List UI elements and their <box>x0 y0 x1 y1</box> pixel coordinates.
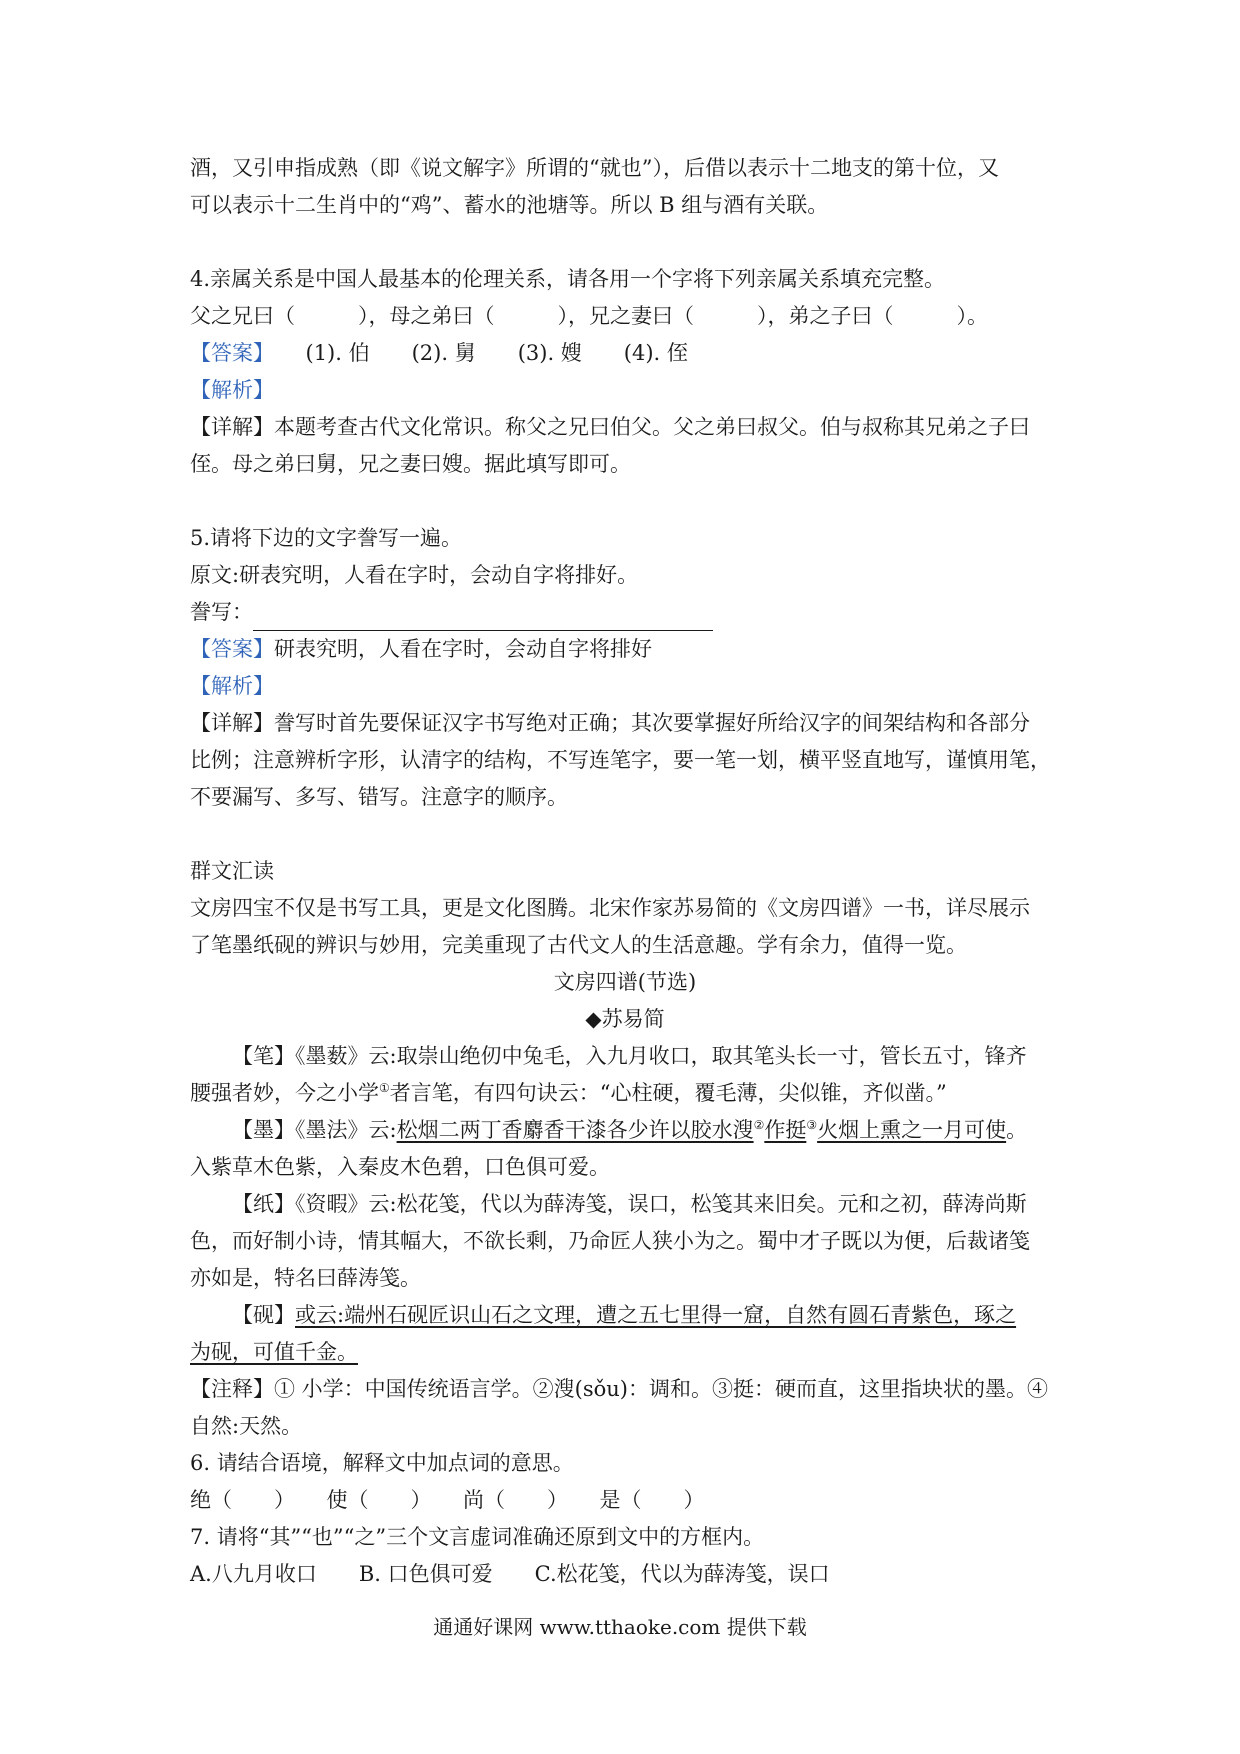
passage-inkstone <box>190 1297 1060 1334</box>
passage-author: ◆苏易简 <box>585 1007 665 1031</box>
reading-intro: 了笔墨纸砚的辨识与妙用，完美重现了古代文人的生活意趣。学有余力，值得一览。 <box>190 933 967 957</box>
passage-paper: 色，而好制小诗，情其幅大，不欲长剩，乃命匠人狭小为之。蜀中才子既以为便，后裁诸笺 <box>190 1229 1030 1253</box>
underlined-text: 火烟上熏之一月可使 <box>817 1118 1007 1142</box>
passage-paper: 亦如是，特名曰薛涛笺。 <box>190 1266 421 1290</box>
passage-ink: 入紫草木色紫，入秦皮木色碧，口色俱可爱。 <box>190 1155 610 1179</box>
passage-brush <box>190 1075 1060 1112</box>
question-4-title: 4.亲属关系是中国人最基本的伦理关系，请各用一个字将下列亲属关系填充完整。 <box>190 267 946 291</box>
detail-line: 比例；注意辨析字形，认清字的结构，不写连笔字，要一笔一划，横平竖直地写，谨慎用笔， <box>190 748 1051 772</box>
copy-label: 誊写： <box>190 600 253 624</box>
text-run: 腰强者妙，今之小学 <box>190 1081 379 1105</box>
spacer <box>190 224 1060 261</box>
question-4-prompt: 父之兄曰（ ），母之弟曰（ ），兄之妻曰（ ），弟之子曰（ ）。 <box>190 304 988 328</box>
text-run: 【墨】《墨法》云: <box>232 1118 397 1142</box>
underlined-text: 为砚，可值千金。 <box>190 1340 358 1364</box>
question-7-options: A.八九月收口 B. 口色俱可爱 C.松花笺，代以为薛涛笺，误口 <box>190 1562 830 1586</box>
passage-title: 文房四谱(节选) <box>553 970 697 994</box>
question-5-title: 5.请将下边的文字誊写一遍。 <box>190 526 463 550</box>
question-6-title: 6. 请结合语境，解释文中加点词的意思。 <box>190 1451 574 1475</box>
detail-line: 不要漏写、多写、错写。注意字的顺序。 <box>190 785 568 809</box>
underlined-text: 作挺 <box>764 1118 807 1142</box>
detail-line: 【详解】誊写时首先要保证汉字书写绝对正确；其次要掌握好所给汉字的间架结构和各部分 <box>190 711 1030 735</box>
reading-intro: 文房四宝不仅是书写工具，更是文化图腾。北宋作家苏易简的《文房四谱》一书，详尽展示 <box>190 896 1030 920</box>
detail-line: 【详解】本题考查古代文化常识。称父之兄曰伯父。父之弟曰叔父。伯与叔称其兄弟之子曰 <box>190 415 1030 439</box>
passage-paper: 【纸】《资暇》云:松花笺，代以为薛涛笺，误口，松笺其来旧矣。元和之初，薛涛尚斯 <box>232 1192 1027 1216</box>
notes-line: 自然:天然。 <box>190 1414 303 1438</box>
question-7-title: 7. 请将“其”“也”“之”三个文言虚词准确还原到文中的方框内。 <box>190 1525 765 1549</box>
question-5-original: 原文:研表究明，人看在字时，会动自字将排好。 <box>190 563 639 587</box>
reading-heading: 群文汇读 <box>190 859 274 883</box>
answer-text: (1). 伯 (2). 舅 (3). 嫂 (4). 侄 <box>263 341 688 365</box>
document-body <box>190 150 1060 1593</box>
answer-text: 研表究明，人看在字时，会动自字将排好 <box>274 637 652 661</box>
text-run: 者言笔，有四句诀云：“心柱硬，覆毛薄，尖似锥，齐似凿。” <box>389 1081 947 1105</box>
text-run: 。 <box>1006 1118 1028 1142</box>
footnote-marker: ② <box>753 1118 765 1132</box>
footnote-marker: ③ <box>806 1118 818 1132</box>
question-5-copy-line <box>190 594 1060 631</box>
question-6-blanks: 绝（ ） 使（ ） 尚（ ） 是（ ） <box>190 1488 705 1512</box>
page-footer: 通通好课网 www.tthaoke.com 提供下载 <box>433 1615 807 1639</box>
analysis-tag: 【解析】 <box>190 674 274 698</box>
analysis-tag: 【解析】 <box>190 378 274 402</box>
paragraph-line: 可以表示十二生肖中的“鸡”、蓄水的池塘等。所以 B 组与酒有关联。 <box>190 193 829 217</box>
underlined-text: 松烟二两丁香麝香干漆各少许以胶水溲 <box>396 1118 754 1142</box>
question-4-answer <box>190 335 1060 372</box>
answer-tag: 【答案】 <box>190 341 264 365</box>
copy-blank[interactable] <box>253 606 713 631</box>
underlined-text: 或云:端州石砚匠识山石之文理，遭之五七里得一窟，自然有圆石青紫色，琢之 <box>295 1303 1017 1327</box>
answer-tag: 【答案】 <box>190 637 274 661</box>
question-5-answer <box>190 631 1060 668</box>
detail-line: 侄。母之弟曰舅，兄之妻曰嫂。据此填写即可。 <box>190 452 631 476</box>
footnote-marker: ① <box>379 1081 390 1095</box>
notes-line: 【注释】① 小学：中国传统语言学。②溲(sǒu)：调和。③挺：硬而直，这里指块状的墨。④ <box>190 1377 1049 1401</box>
spacer <box>190 483 1060 520</box>
spacer <box>190 816 1060 853</box>
text-run: 【砚】 <box>232 1303 295 1327</box>
passage-inkstone <box>190 1334 1060 1371</box>
passage-ink <box>190 1112 1060 1149</box>
passage-brush: 【笔】《墨薮》云:取崇山绝仞中兔毛，入九月收口，取其笔头长一寸，管长五寸，锋齐 <box>232 1044 1027 1068</box>
paragraph-line: 酒，又引申指成熟（即《说文解字》所谓的“就也”），后借以表示十二地支的第十位，又 <box>190 156 999 180</box>
